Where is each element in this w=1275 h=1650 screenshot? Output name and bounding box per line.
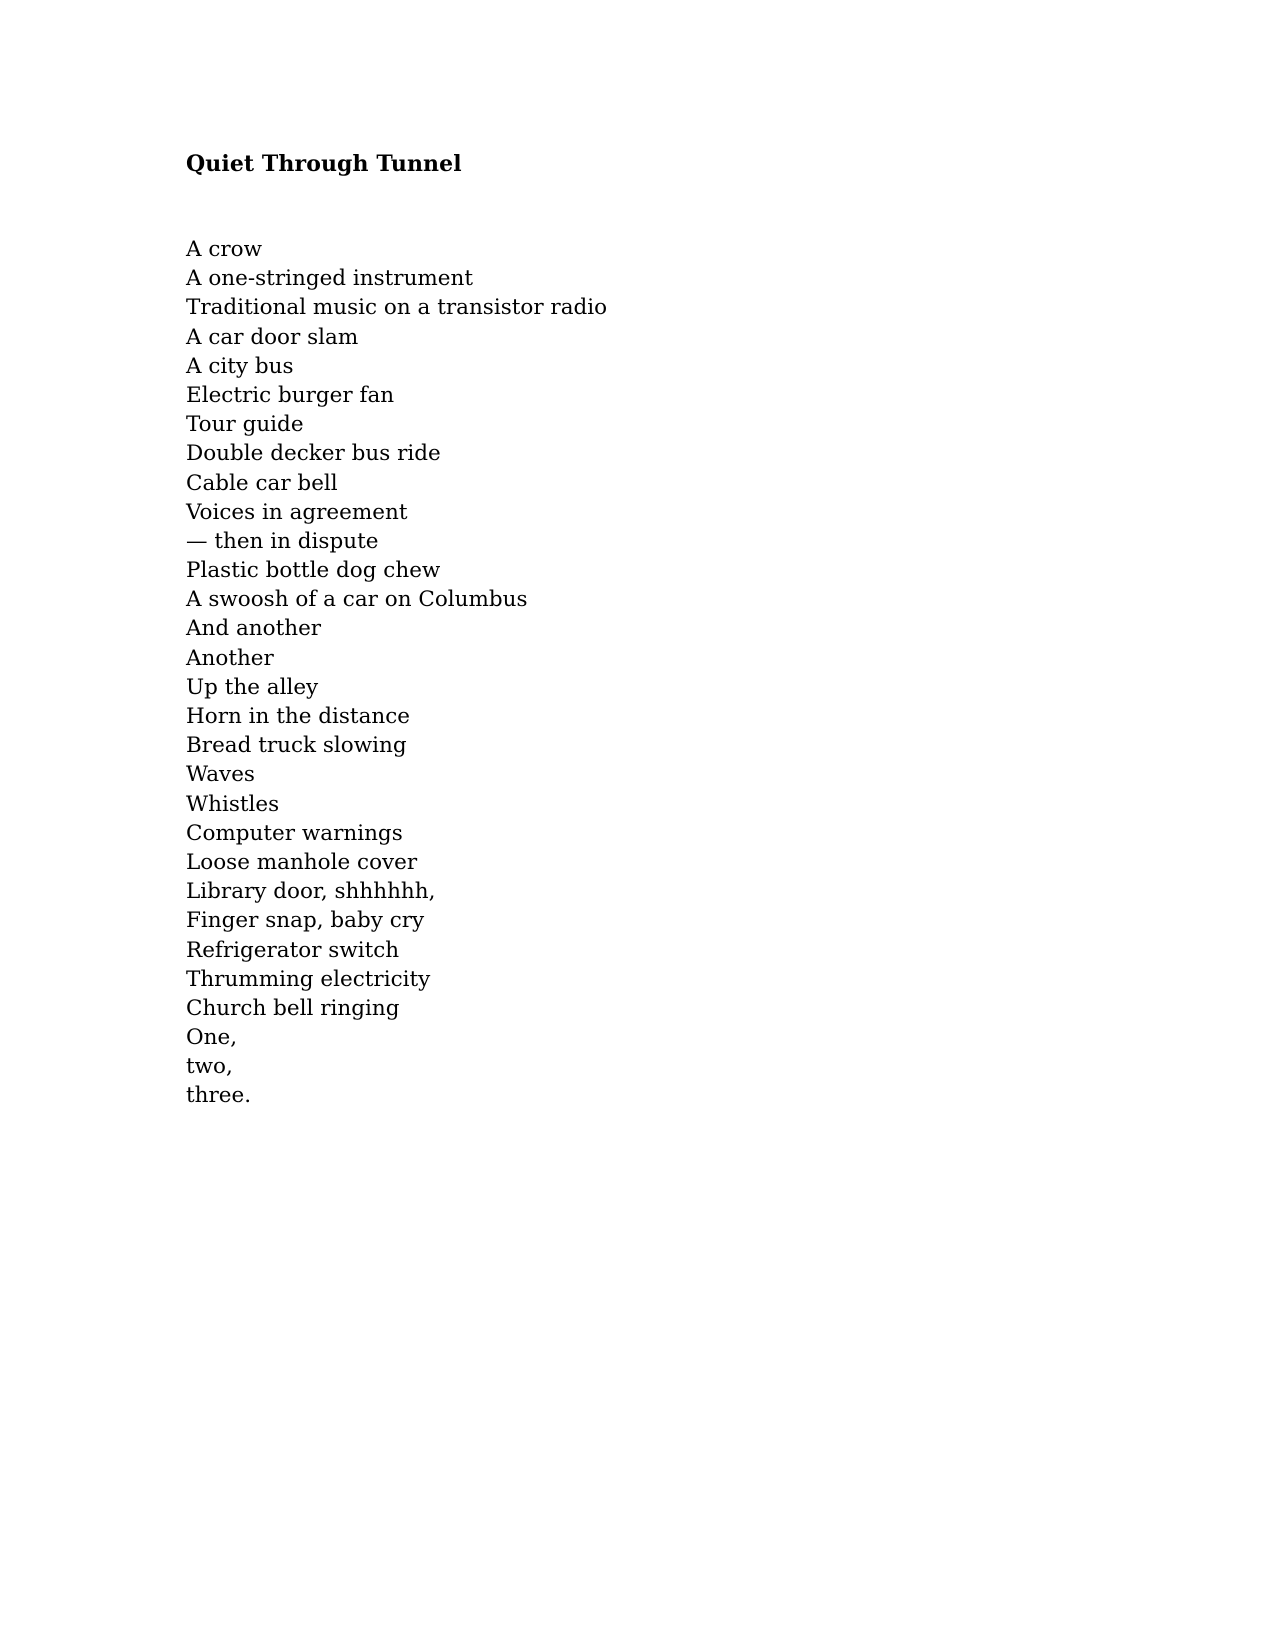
poem-line: three.	[186, 1083, 252, 1109]
poem-line: Double decker bus ride	[186, 441, 441, 467]
poem-line: Refrigerator switch	[186, 937, 400, 963]
poem-line: Computer warnings	[186, 820, 403, 846]
poem-line: A crow	[186, 237, 263, 262]
poem-line: Whistles	[186, 791, 280, 817]
poem-line: A car door slam	[186, 324, 359, 350]
poem-line: Horn in the distance	[186, 704, 410, 729]
poem-line: two,	[186, 1054, 233, 1080]
poem-line: Loose manhole cover	[186, 849, 418, 875]
poem-line: Bread truck slowing	[186, 733, 407, 759]
poem-line: Church bell ringing	[186, 995, 400, 1021]
poem-line: Waves	[186, 762, 255, 788]
poem-line: Up the alley	[186, 674, 319, 700]
poem-title: Quiet Through Tunnel	[186, 151, 462, 177]
poem-line: Tour guide	[186, 412, 304, 438]
poem-line: A city bus	[186, 353, 294, 379]
poem-line: And another	[186, 616, 322, 642]
poem-body	[186, 235, 607, 1111]
poem-line: — then in dispute	[186, 528, 379, 554]
poem-line: One,	[186, 1025, 238, 1051]
poem-line: Cable car bell	[186, 470, 338, 496]
poem-line: Finger snap, baby cry	[186, 908, 425, 934]
poem-line: Voices in agreement	[186, 499, 408, 525]
poem-line: Another	[186, 645, 274, 671]
poem-line: Library door, shhhhhh,	[186, 879, 436, 905]
poem-line: Electric burger fan	[186, 382, 395, 408]
poem-line: Thrumming electricity	[186, 966, 431, 992]
poem-line: A swoosh of a car on Columbus	[186, 587, 528, 613]
poem-line: Plastic bottle dog chew	[186, 558, 441, 584]
poem-line: Traditional music on a transistor radio	[186, 295, 608, 321]
poem-line: A one-stringed instrument	[186, 266, 474, 292]
